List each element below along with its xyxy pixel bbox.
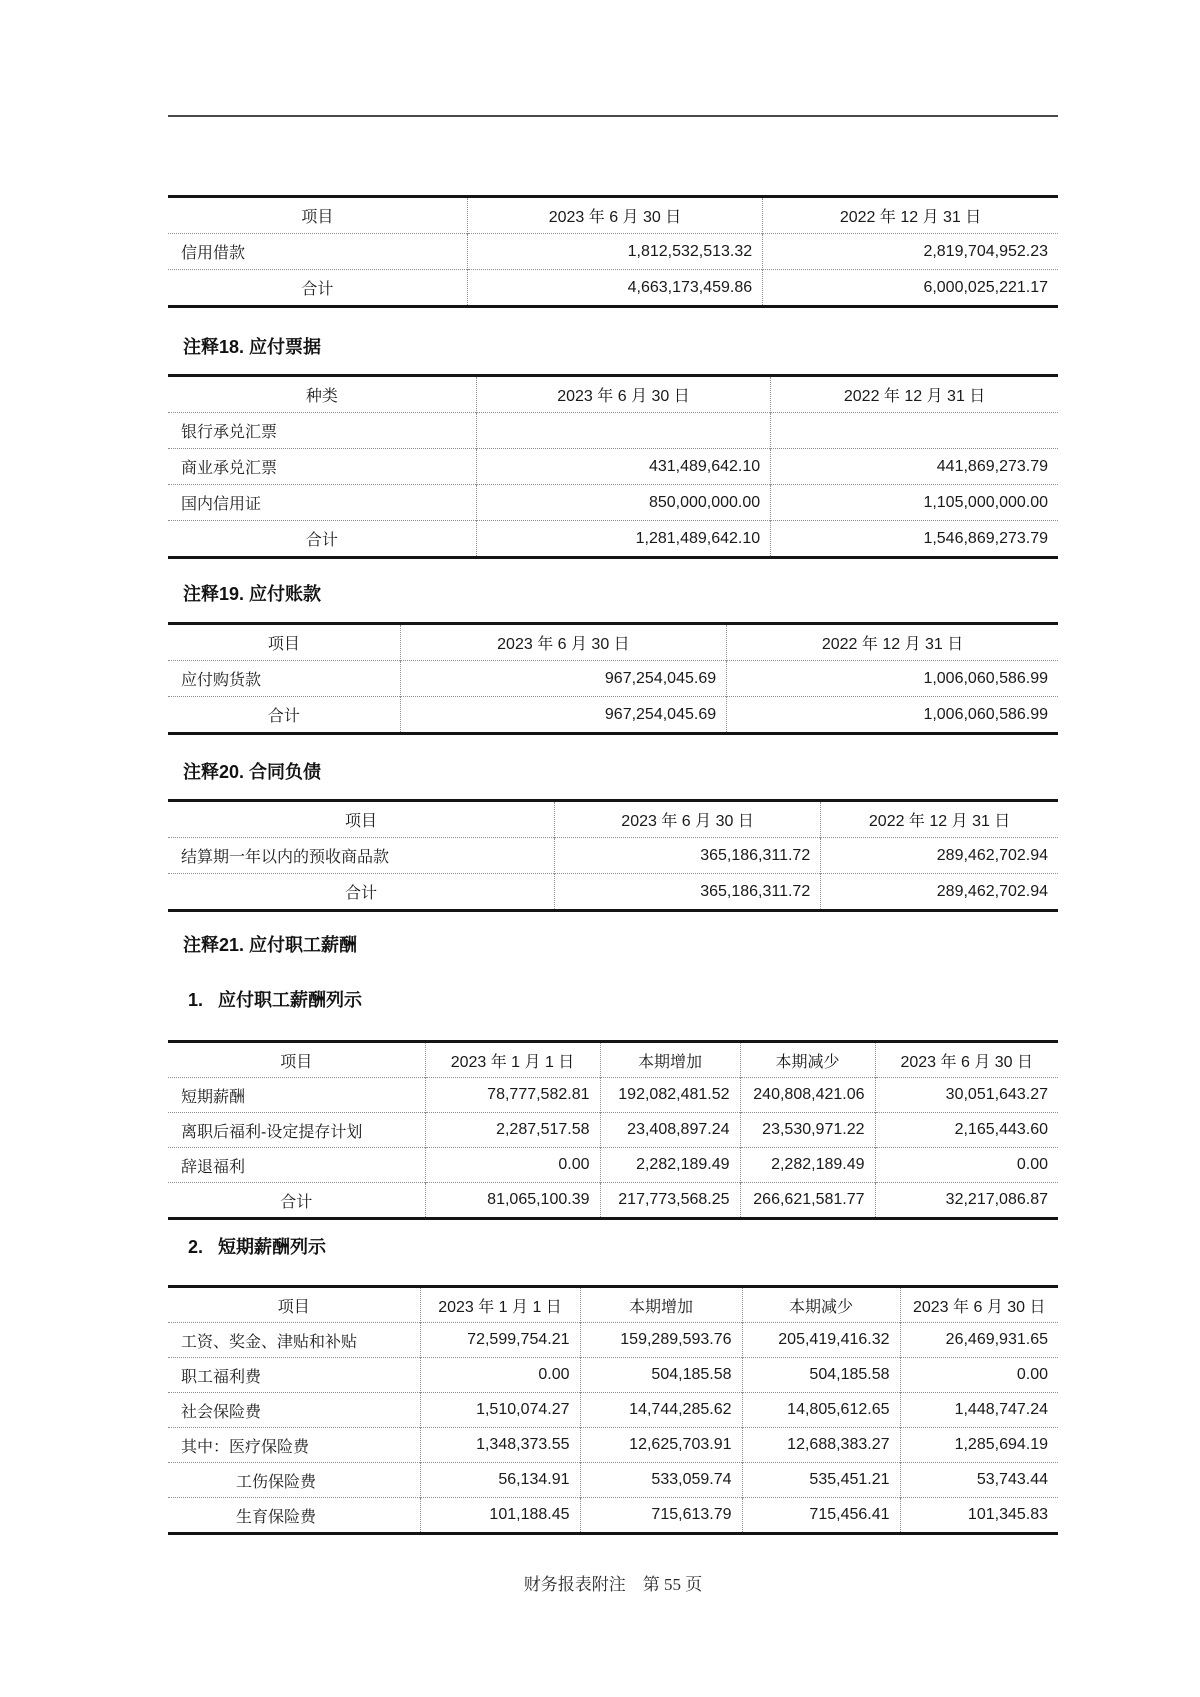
header-cell: 2022 年 12 月 31 日 — [763, 197, 1058, 234]
header-cell: 2023 年 1 月 1 日 — [425, 1042, 600, 1078]
header-cell: 2022 年 12 月 31 日 — [771, 376, 1058, 413]
value-cell: 14,805,612.65 — [742, 1393, 900, 1428]
header-cell: 项目 — [344, 813, 377, 830]
value-cell: 0.00 — [900, 1358, 1058, 1393]
header-cell: 种类 — [305, 388, 338, 405]
header-cell: 2022 年 12 月 31 日 — [821, 801, 1058, 838]
value-cell: 535,451.21 — [742, 1463, 900, 1498]
value-cell: 0.00 — [875, 1148, 1058, 1183]
row-label: 信用借款 — [168, 234, 467, 270]
value-cell: 1,448,747.24 — [900, 1393, 1058, 1428]
value-cell: 30,051,643.27 — [875, 1078, 1058, 1113]
notes-payable-table — [168, 374, 1058, 559]
header-cell: 2023 年 1 月 1 日 — [420, 1287, 580, 1323]
value-cell: 101,188.45 — [420, 1498, 580, 1534]
value-cell: 289,462,702.94 — [821, 874, 1058, 911]
row-label: 生育保险费 — [168, 1498, 420, 1534]
table-total-row — [168, 270, 1058, 307]
table-row — [168, 1148, 1058, 1183]
value-cell: 12,625,703.91 — [580, 1428, 742, 1463]
value-cell: 715,456.41 — [742, 1498, 900, 1534]
value-cell: 53,743.44 — [900, 1463, 1058, 1498]
value-cell: 32,217,086.87 — [875, 1183, 1058, 1219]
table-total-row — [168, 697, 1058, 734]
table-header-row — [168, 624, 1058, 661]
sub-heading-number: 1. — [188, 990, 204, 1010]
value-cell: 23,408,897.24 — [600, 1113, 740, 1148]
header-cell: 本期增加 — [600, 1042, 740, 1078]
row-label: 其中：医疗保险费 — [168, 1428, 420, 1463]
value-cell: 1,006,060,586.99 — [727, 697, 1058, 734]
value-cell: 0.00 — [425, 1148, 600, 1183]
value-cell: 205,419,416.32 — [742, 1323, 900, 1358]
table-row — [168, 1113, 1058, 1148]
value-cell: 1,281,489,642.10 — [476, 521, 770, 558]
value-cell: 1,285,694.19 — [900, 1428, 1058, 1463]
value-cell: 1,546,869,273.79 — [771, 521, 1058, 558]
value-cell: 1,105,000,000.00 — [771, 485, 1058, 521]
value-cell: 101,345.83 — [900, 1498, 1058, 1534]
sub-heading-title: 短期薪酬列示 — [218, 1237, 326, 1257]
note20-heading: 注释20. 合同负债 — [183, 762, 322, 782]
value-cell: 715,613.79 — [580, 1498, 742, 1534]
value-cell: 289,462,702.94 — [821, 838, 1058, 874]
value-cell: 14,744,285.62 — [580, 1393, 742, 1428]
table-total-row — [168, 1183, 1058, 1219]
sub-heading-number: 2. — [188, 1237, 204, 1257]
value-cell — [771, 413, 1058, 449]
table-row — [168, 838, 1058, 874]
value-cell: 1,510,074.27 — [420, 1393, 580, 1428]
header-cell: 2023 年 6 月 30 日 — [476, 376, 770, 413]
value-cell: 850,000,000.00 — [476, 485, 770, 521]
value-cell: 504,185.58 — [742, 1358, 900, 1393]
value-cell: 0.00 — [420, 1358, 580, 1393]
value-cell: 967,254,045.69 — [400, 661, 726, 697]
note18-heading: 注释18. 应付票据 — [183, 337, 322, 357]
accounts-payable-table — [168, 622, 1058, 735]
row-label: 工资、奖金、津贴和补贴 — [168, 1323, 420, 1358]
value-cell: 504,185.58 — [580, 1358, 742, 1393]
contract-liabilities-table — [168, 799, 1058, 912]
row-label: 合计 — [168, 1183, 425, 1219]
value-cell: 192,082,481.52 — [600, 1078, 740, 1113]
header-cell: 2023 年 6 月 30 日 — [875, 1042, 1058, 1078]
value-cell: 23,530,971.22 — [740, 1113, 875, 1148]
borrowings-table — [168, 195, 1058, 308]
value-cell: 441,869,273.79 — [771, 449, 1058, 485]
value-cell: 365,186,311.72 — [554, 874, 820, 911]
table-header-row — [168, 1042, 1058, 1078]
table-header-row — [168, 197, 1058, 234]
header-cell: 本期增加 — [580, 1287, 742, 1323]
row-label: 社会保险费 — [168, 1393, 420, 1428]
value-cell: 1,348,373.55 — [420, 1428, 580, 1463]
row-label: 结算期一年以内的预收商品款 — [168, 838, 554, 874]
value-cell: 78,777,582.81 — [425, 1078, 600, 1113]
value-cell: 365,186,311.72 — [554, 838, 820, 874]
table-header-row — [168, 1287, 1058, 1323]
row-label: 合计 — [168, 270, 467, 307]
value-cell — [476, 413, 770, 449]
table-row — [168, 449, 1058, 485]
table-row — [168, 413, 1058, 449]
row-label: 银行承兑汇票 — [168, 413, 476, 449]
table-header-row — [168, 376, 1058, 413]
value-cell: 266,621,581.77 — [740, 1183, 875, 1219]
table-row — [168, 1393, 1058, 1428]
value-cell: 81,065,100.39 — [425, 1183, 600, 1219]
value-cell: 4,663,173,459.86 — [467, 270, 762, 307]
header-cell: 本期减少 — [742, 1287, 900, 1323]
row-label: 离职后福利-设定提存计划 — [168, 1113, 425, 1148]
table-row — [168, 1078, 1058, 1113]
value-cell: 2,282,189.49 — [740, 1148, 875, 1183]
page-header-rule — [168, 115, 1058, 117]
header-cell: 项目 — [267, 636, 300, 653]
value-cell: 240,808,421.06 — [740, 1078, 875, 1113]
row-label: 合计 — [168, 521, 476, 558]
value-cell: 2,819,704,952.23 — [763, 234, 1058, 270]
short-term-compensation-table — [168, 1285, 1058, 1535]
note21-heading: 注释21. 应付职工薪酬 — [183, 935, 358, 955]
header-cell: 2023 年 6 月 30 日 — [900, 1287, 1058, 1323]
table-total-row — [168, 874, 1058, 911]
table-row — [168, 485, 1058, 521]
table-row — [168, 661, 1058, 697]
table-row — [168, 1498, 1058, 1534]
value-cell: 533,059.74 — [580, 1463, 742, 1498]
value-cell: 217,773,568.25 — [600, 1183, 740, 1219]
header-cell: 项目 — [301, 209, 334, 226]
header-cell: 项目 — [277, 1298, 310, 1316]
header-cell: 2023 年 6 月 30 日 — [554, 801, 820, 838]
value-cell: 26,469,931.65 — [900, 1323, 1058, 1358]
row-label: 职工福利费 — [168, 1358, 420, 1393]
value-cell: 6,000,025,221.17 — [763, 270, 1058, 307]
row-label: 工伤保险费 — [168, 1463, 420, 1498]
value-cell: 2,165,443.60 — [875, 1113, 1058, 1148]
note21-sub1-heading — [188, 986, 362, 1012]
employee-compensation-table — [168, 1040, 1058, 1220]
table-row — [168, 1463, 1058, 1498]
table-row — [168, 1323, 1058, 1358]
header-cell: 项目 — [280, 1053, 313, 1071]
page-footer: 财务报表附注 第 55 页 — [523, 1575, 703, 1594]
table-row — [168, 234, 1058, 270]
header-cell: 2023 年 6 月 30 日 — [400, 624, 726, 661]
row-label: 短期薪酬 — [168, 1078, 425, 1113]
value-cell: 2,287,517.58 — [425, 1113, 600, 1148]
header-cell: 2023 年 6 月 30 日 — [467, 197, 762, 234]
value-cell: 431,489,642.10 — [476, 449, 770, 485]
table-total-row — [168, 521, 1058, 558]
value-cell: 967,254,045.69 — [400, 697, 726, 734]
row-label: 辞退福利 — [168, 1148, 425, 1183]
header-cell: 2022 年 12 月 31 日 — [727, 624, 1058, 661]
value-cell: 12,688,383.27 — [742, 1428, 900, 1463]
value-cell: 159,289,593.76 — [580, 1323, 742, 1358]
row-label: 商业承兑汇票 — [168, 449, 476, 485]
value-cell: 2,282,189.49 — [600, 1148, 740, 1183]
value-cell: 1,006,060,586.99 — [727, 661, 1058, 697]
table-row — [168, 1428, 1058, 1463]
row-label: 应付购货款 — [168, 661, 400, 697]
header-cell: 本期减少 — [740, 1042, 875, 1078]
value-cell: 1,812,532,513.32 — [467, 234, 762, 270]
row-label: 合计 — [168, 697, 400, 734]
sub-heading-title: 应付职工薪酬列示 — [218, 990, 362, 1010]
value-cell: 56,134.91 — [420, 1463, 580, 1498]
row-label: 国内信用证 — [168, 485, 476, 521]
note19-heading: 注释19. 应付账款 — [183, 584, 322, 604]
table-row — [168, 1358, 1058, 1393]
value-cell: 72,599,754.21 — [420, 1323, 580, 1358]
row-label: 合计 — [168, 874, 554, 911]
note21-sub2-heading — [188, 1233, 326, 1259]
table-header-row — [168, 801, 1058, 838]
